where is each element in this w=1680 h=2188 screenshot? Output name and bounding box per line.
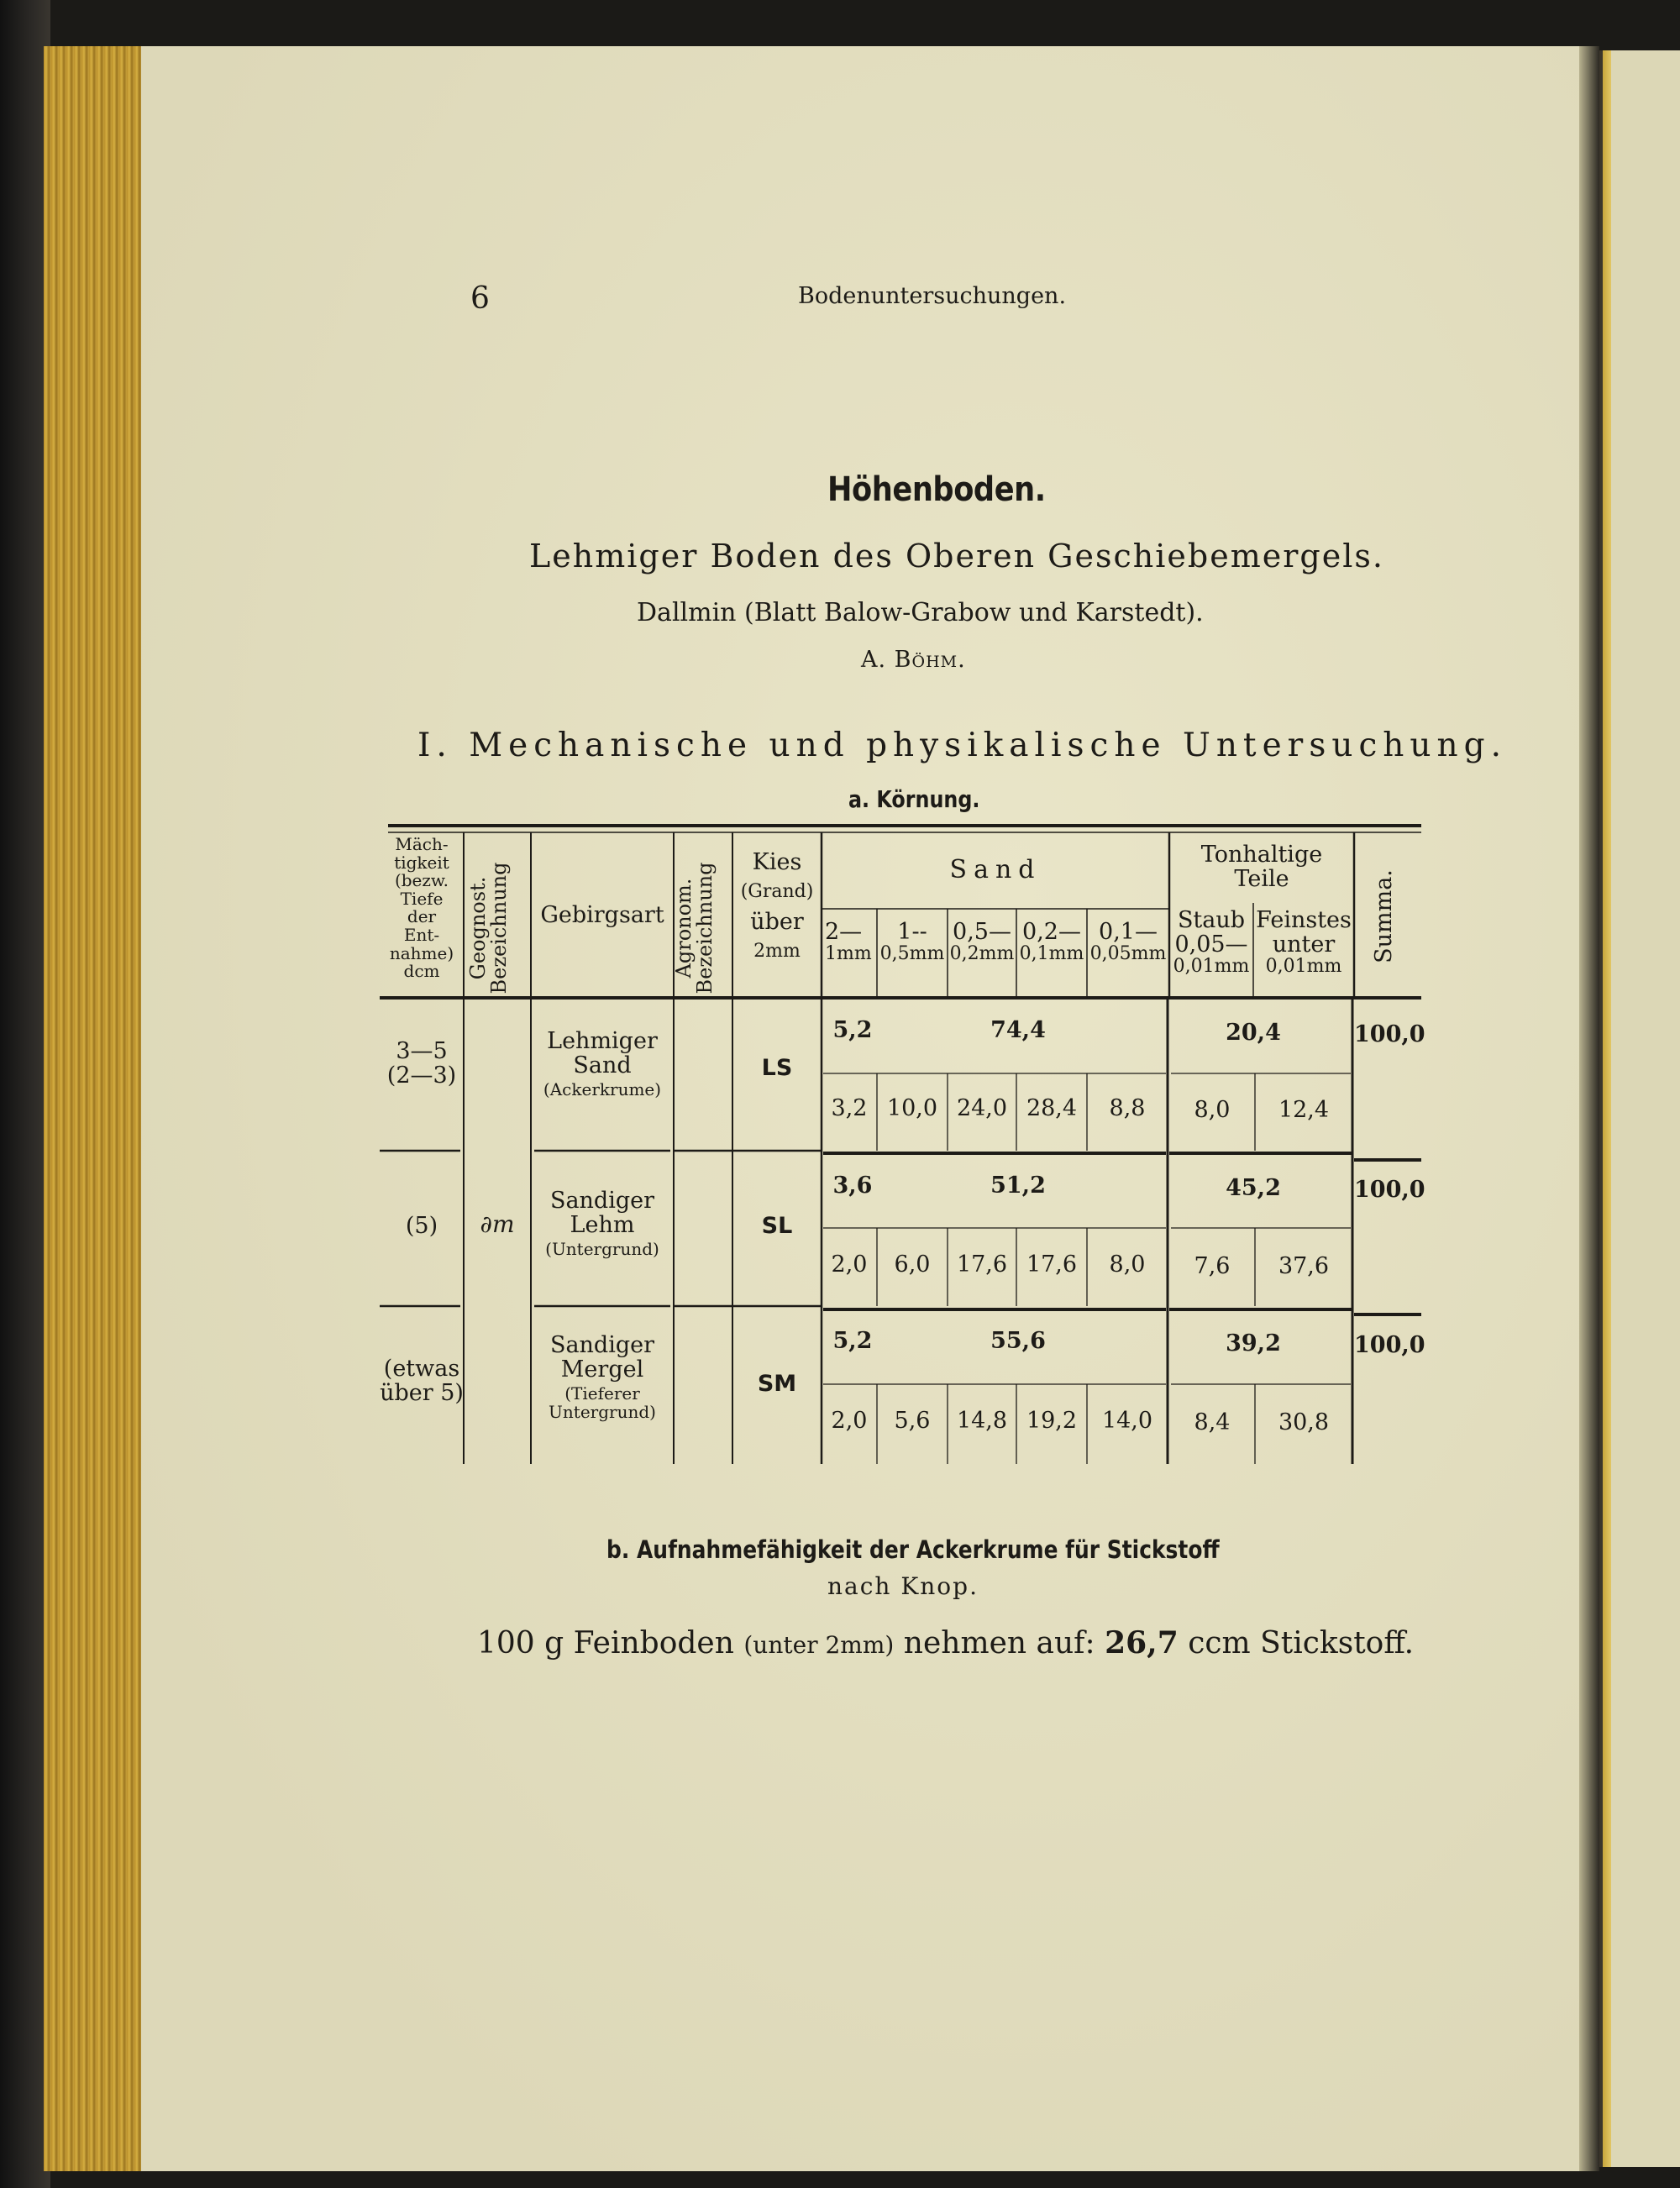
row1-ton-total: 20,4 [1226,1020,1281,1046]
header-depth-line: der [407,906,437,927]
row1-sand-value: 8,8 [1109,1095,1146,1121]
gebirgsart-line: Sand [573,1052,632,1079]
gebirgsart-line: Sandiger [549,1188,655,1214]
fraction-label: 0,01mm [1173,956,1250,978]
gutter-shadow [1579,46,1599,2171]
header-kies-line: über [750,909,804,936]
header-depth-line: nahme) [389,942,454,963]
location-line: Dallmin (Blatt Balow-Grabow und Karstedt). [637,598,1204,627]
row2-sand-value: 17,6 [1026,1251,1078,1278]
header-ton-fraction [1169,908,1253,977]
header-sand-fraction [1087,920,1169,964]
row1-ton-value: 12,4 [1278,1097,1330,1123]
subtitle: Lehmiger Boden des Oberen Geschiebemergels. [529,538,1384,575]
gebirgsart-line: Mergel [560,1356,644,1383]
row1-agronom: LS [761,1055,793,1081]
header-depth [380,836,464,981]
fraction-label: 1mm [825,943,872,965]
row2-gebirgsart [531,1188,674,1259]
row2-kies: 3,6 [832,1173,873,1199]
row3-depth [380,1356,464,1405]
row1-sand-value: 3,2 [831,1095,868,1121]
row3-sand-value: 5,6 [894,1408,931,1434]
header-sand-fraction [822,920,880,964]
fraction-label: 0,1mm [1019,943,1084,965]
row3-sand-value: 19,2 [1026,1408,1078,1434]
fraction-label: 0,2— [1022,919,1081,945]
gebirgsart-line: Lehmiger [547,1028,658,1054]
fraction-label: 0,5mm [879,943,945,965]
header-ton-line: Tonhaltige [1200,842,1323,868]
row1-ton-value: 8,0 [1194,1097,1231,1123]
row2-sand-value: 17,6 [956,1251,1008,1278]
result-middle: nehmen auf: [903,1626,1095,1661]
row3-kies: 5,2 [832,1328,873,1354]
depth-line: über 5) [380,1380,464,1407]
row3-sand-total: 55,6 [990,1328,1046,1354]
header-depth-line: Mäch- [395,834,449,854]
header-agronom-line: Agronom. [672,878,696,979]
row2-depth: (5) [405,1213,438,1239]
header-depth-line: tigkeit [394,852,449,873]
grain-size-table [380,819,1425,1474]
header-ton [1169,842,1354,891]
depth-line: (etwas [383,1356,460,1382]
header-ton-fraction [1253,908,1354,977]
header-geognost [468,848,527,1008]
gebirgsart-note: (Tieferer Untergrund) [549,1383,656,1422]
header-kies-line: Kies [752,849,802,875]
row3-ton-value: 30,8 [1278,1409,1330,1435]
header-kies [732,846,822,965]
fraction-label: Staub [1177,907,1246,933]
gebirgsart-line: Lehm [570,1212,635,1239]
row3-sand-value: 14,8 [956,1408,1008,1434]
fraction-label: 0,1— [1099,919,1158,945]
fraction-label: 0,05— [1174,931,1248,958]
row1-sand-value: 24,0 [956,1095,1008,1121]
row3-gebirgsart [531,1333,674,1422]
header-depth-line: Ent- [403,924,440,945]
book-binding [0,0,50,2188]
row3-ton-value: 8,4 [1194,1409,1231,1435]
result-prefix: 100 g Feinboden [477,1626,734,1661]
row2-sand-value: 6,0 [894,1251,931,1278]
row3-summa: 100,0 [1354,1332,1425,1358]
header-sand-fraction [948,920,1016,964]
row3-agronom: SM [757,1371,797,1397]
fraction-label: 0,2mm [949,943,1015,965]
subsection-a-title: a. Körnung. [848,785,980,813]
header-agronom [674,848,732,1008]
row2-ton-value: 37,6 [1278,1253,1330,1279]
page-title: Höhenboden. [827,470,1046,509]
header-agronom-line: Bezeichnung [693,862,717,994]
fraction-label: Feinstes [1256,907,1352,933]
page-number: 6 [470,281,490,316]
fraction-label: unter [1272,931,1336,958]
fraction-label: 0,05mm [1089,943,1167,965]
gebirgsart-note: (Untergrund) [545,1239,659,1260]
next-page-edge [1599,50,1680,2167]
row3-ton-total: 39,2 [1226,1330,1281,1356]
row1-kies: 5,2 [832,1017,873,1043]
header-gebirgsart: Gebirgsart [540,902,664,928]
gebirgsart-line: Sandiger [549,1332,655,1358]
header-sand-fraction [1016,920,1087,964]
page-edges [44,46,146,2171]
row1-sand-value: 28,4 [1026,1095,1078,1121]
row3-sand-value: 2,0 [831,1408,868,1434]
row3-sand-value: 14,0 [1101,1408,1153,1434]
header-geognost-line: Bezeichnung [487,862,512,994]
result-value: 26,7 [1105,1625,1179,1661]
depth-line: 3—5 [396,1038,448,1064]
row2-sand-value: 2,0 [831,1251,868,1278]
header-ton-line: Teile [1234,866,1289,893]
result-parenthetical: (unter 2mm) [743,1631,895,1659]
fraction-label: 0,01mm [1265,956,1342,978]
row2-summa: 100,0 [1354,1177,1425,1203]
row1-depth [380,1039,464,1088]
section-title: I. Mechanische und physikalische Untersuchung. [417,727,1508,764]
author [861,647,966,673]
fraction-label: 1-- [897,919,927,945]
result-suffix: ccm Stickstoff. [1188,1626,1415,1661]
row1-sand-total: 74,4 [990,1017,1046,1043]
header-kies-line: 2mm [753,941,801,963]
header-depth-line: (bezw. [394,870,449,891]
header-depth-line: Tiefe [400,888,444,909]
header-summa: Summa. [1371,869,1397,963]
row2-sand-value: 8,0 [1109,1251,1146,1278]
geognost-value: ∂m [480,1210,515,1238]
gebirgsart-note: (Ackerkrume) [543,1079,662,1100]
subsection-b-title: b. Aufnahmefähigkeit der Ackerkrume für Stickstoff [606,1535,1220,1564]
header-sand: Sand [949,855,1042,884]
row2-sand-total: 51,2 [990,1173,1046,1199]
row1-sand-value: 10,0 [886,1095,938,1121]
row1-gebirgsart [531,1029,674,1099]
header-kies-line: (Grand) [740,881,814,903]
nitrogen-result [477,1625,1414,1661]
author-name: A. Böhm. [861,647,966,673]
running-head: Bodenuntersuchungen. [798,283,1067,309]
row1-summa: 100,0 [1354,1021,1425,1047]
subsection-b-method: nach Knop. [827,1572,979,1600]
row2-agronom: SL [761,1213,793,1239]
header-depth-line: dcm [403,961,440,982]
header-sand-fraction [877,920,948,964]
row2-ton-value: 7,6 [1194,1253,1231,1279]
header-geognost-line: Geognost. [466,876,490,980]
fraction-label: 0,5— [953,919,1011,945]
row2-ton-total: 45,2 [1226,1175,1281,1201]
depth-line: (2—3) [386,1063,457,1089]
fraction-label: 2— [825,919,863,945]
